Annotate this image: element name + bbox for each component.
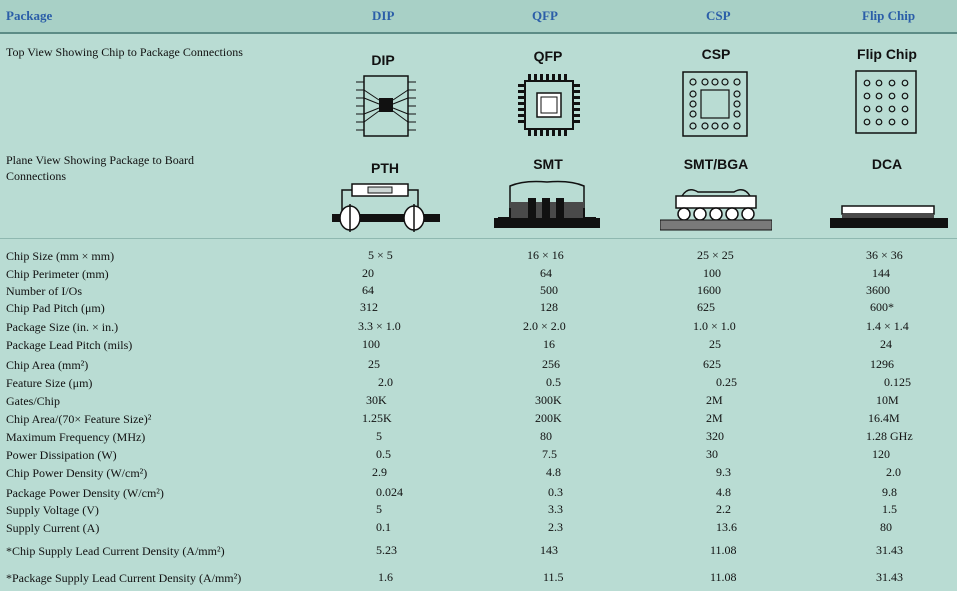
table-cell: 500 <box>540 283 558 297</box>
caption-smt-bga: SMT/BGA <box>683 156 749 172</box>
table-cell: 11.08 <box>710 543 737 557</box>
table-cell: 4.8 <box>546 465 561 479</box>
smt-bga-plane-view-diagram <box>660 182 772 234</box>
table-cell: 600* <box>870 300 894 314</box>
table-cell: 625 <box>697 300 715 314</box>
table-cell: 11.5 <box>543 570 564 584</box>
table-cell: 100 <box>703 266 721 280</box>
table-cell: 5.23 <box>376 543 397 557</box>
caption-pth: PTH <box>371 160 399 176</box>
table-cell: 31.43 <box>876 570 903 584</box>
row-label: Chip Power Density (W/cm²) <box>6 466 148 480</box>
table-cell: 25 × 25 <box>697 248 734 262</box>
column-header-dip: DIP <box>372 8 395 23</box>
column-header-flip-chip: Flip Chip <box>862 8 916 23</box>
row-label: Power Dissipation (W) <box>6 448 117 462</box>
caption-csp: CSP <box>701 46 731 62</box>
row-label: Package Lead Pitch (mils) <box>6 338 133 352</box>
table-cell: 144 <box>872 266 890 280</box>
table-cell: 2.9 <box>372 465 387 479</box>
table-cell: 100 <box>362 337 380 351</box>
table-cell: 1.28 GHz <box>866 429 913 443</box>
table-cell: 31.43 <box>876 543 903 557</box>
dca-plane-view-diagram <box>830 204 948 232</box>
table-cell: 1.4 × 1.4 <box>866 319 909 333</box>
table-cell: 0.25 <box>716 375 737 389</box>
row-label: Chip Area/(70× Feature Size)² <box>6 412 152 426</box>
table-cell: 0.5 <box>376 447 391 461</box>
table-cell: 24 <box>880 337 892 351</box>
table-cell: 2M <box>706 393 723 407</box>
table-cell: 64 <box>362 283 374 297</box>
table-cell: 1.0 × 1.0 <box>693 319 736 333</box>
table-cell: 5 <box>376 429 382 443</box>
divider <box>0 238 957 239</box>
caption-flip-chip: Flip Chip <box>857 46 917 62</box>
pth-plane-view-diagram <box>332 178 440 234</box>
row-label: Feature Size (μm) <box>6 376 93 390</box>
table-cell: 80 <box>540 429 552 443</box>
table-cell: 25 <box>709 337 721 351</box>
table-cell: 312 <box>360 300 378 314</box>
qfp-top-view-diagram <box>516 72 582 138</box>
row-label: Supply Current (A) <box>6 521 100 535</box>
table-cell: 5 <box>376 502 382 516</box>
table-cell: 0.024 <box>376 485 403 499</box>
row-label: Maximum Frequency (MHz) <box>6 430 146 444</box>
smt-plane-view-diagram <box>494 178 600 232</box>
table-cell: 0.1 <box>376 520 391 534</box>
table-cell: 128 <box>540 300 558 314</box>
table-cell: 2.0 × 2.0 <box>523 319 566 333</box>
row-label: Package Size (in. × in.) <box>6 320 119 334</box>
table-cell: 5 × 5 <box>368 248 393 262</box>
row-label: *Chip Supply Lead Current Density (A/mm²) <box>6 544 225 558</box>
csp-top-view-diagram <box>681 70 749 138</box>
row-label: Number of I/Os <box>6 284 82 298</box>
table-cell: 10M <box>876 393 899 407</box>
table-cell: 7.5 <box>542 447 557 461</box>
caption-qfp: QFP <box>533 48 563 64</box>
table-cell: 25 <box>368 357 380 371</box>
table-cell: 2.0 <box>886 465 901 479</box>
table-cell: 64 <box>540 266 552 280</box>
table-cell: 30K <box>366 393 387 407</box>
table-cell: 320 <box>706 429 724 443</box>
row-label: Package Power Density (W/cm²) <box>6 486 164 500</box>
table-cell: 256 <box>542 357 560 371</box>
table-cell: 2.2 <box>716 502 731 516</box>
table-cell: 200K <box>535 411 562 425</box>
table-cell: 1.6 <box>378 570 393 584</box>
flip-chip-top-view-diagram <box>855 70 917 134</box>
table-cell: 0.3 <box>548 485 563 499</box>
top-view-label: Top View Showing Chip to Package Connections <box>6 45 243 59</box>
row-label: Chip Perimeter (mm) <box>6 267 109 281</box>
table-cell: 2.3 <box>548 520 563 534</box>
row-label: *Package Supply Lead Current Density (A/mm²) <box>6 571 242 585</box>
table-cell: 20 <box>362 266 374 280</box>
table-header <box>0 0 957 34</box>
table-cell: 4.8 <box>716 485 731 499</box>
table-cell: 300K <box>535 393 562 407</box>
row-label: Chip Size (mm × mm) <box>6 249 115 263</box>
table-cell: 1296 <box>870 357 894 371</box>
table-cell: 2.0 <box>378 375 393 389</box>
column-header-csp: CSP <box>706 8 731 23</box>
table-cell: 80 <box>880 520 892 534</box>
table-cell: 1600 <box>697 283 721 297</box>
caption-dca: DCA <box>871 156 903 172</box>
table-cell: 9.3 <box>716 465 731 479</box>
table-cell: 36 × 36 <box>866 248 903 262</box>
table-cell: 2M <box>706 411 723 425</box>
table-cell: 625 <box>703 357 721 371</box>
table-cell: 3.3 <box>548 502 563 516</box>
table-cell: 1.25K <box>362 411 392 425</box>
column-header-qfp: QFP <box>532 8 558 23</box>
row-label: Gates/Chip <box>6 394 60 408</box>
table-cell: 0.5 <box>546 375 561 389</box>
caption-dip: DIP <box>371 52 395 68</box>
table-cell: 3.3 × 1.0 <box>358 319 401 333</box>
row-label: Supply Voltage (V) <box>6 503 99 517</box>
caption-smt: SMT <box>533 156 563 172</box>
plane-view-label: Plane View Showing Package to Board Connections <box>6 153 195 183</box>
table-cell: 11.08 <box>710 570 737 584</box>
table-cell: 16 × 16 <box>527 248 564 262</box>
table-cell: 3600 <box>866 283 890 297</box>
table-cell: 120 <box>872 447 890 461</box>
row-label: Chip Area (mm²) <box>6 358 89 372</box>
table-cell: 9.8 <box>882 485 897 499</box>
table-cell: 13.6 <box>716 520 737 534</box>
row-label: Chip Pad Pitch (μm) <box>6 301 105 315</box>
table-cell: 143 <box>540 543 558 557</box>
table-cell: 0.125 <box>884 375 911 389</box>
table-cell: 1.5 <box>882 502 897 516</box>
table-cell: 16.4M <box>868 411 900 425</box>
table-cell: 30 <box>706 447 718 461</box>
table-cell: 16 <box>543 337 555 351</box>
package-header: Package <box>6 8 53 23</box>
dip-top-view-diagram <box>354 74 418 138</box>
